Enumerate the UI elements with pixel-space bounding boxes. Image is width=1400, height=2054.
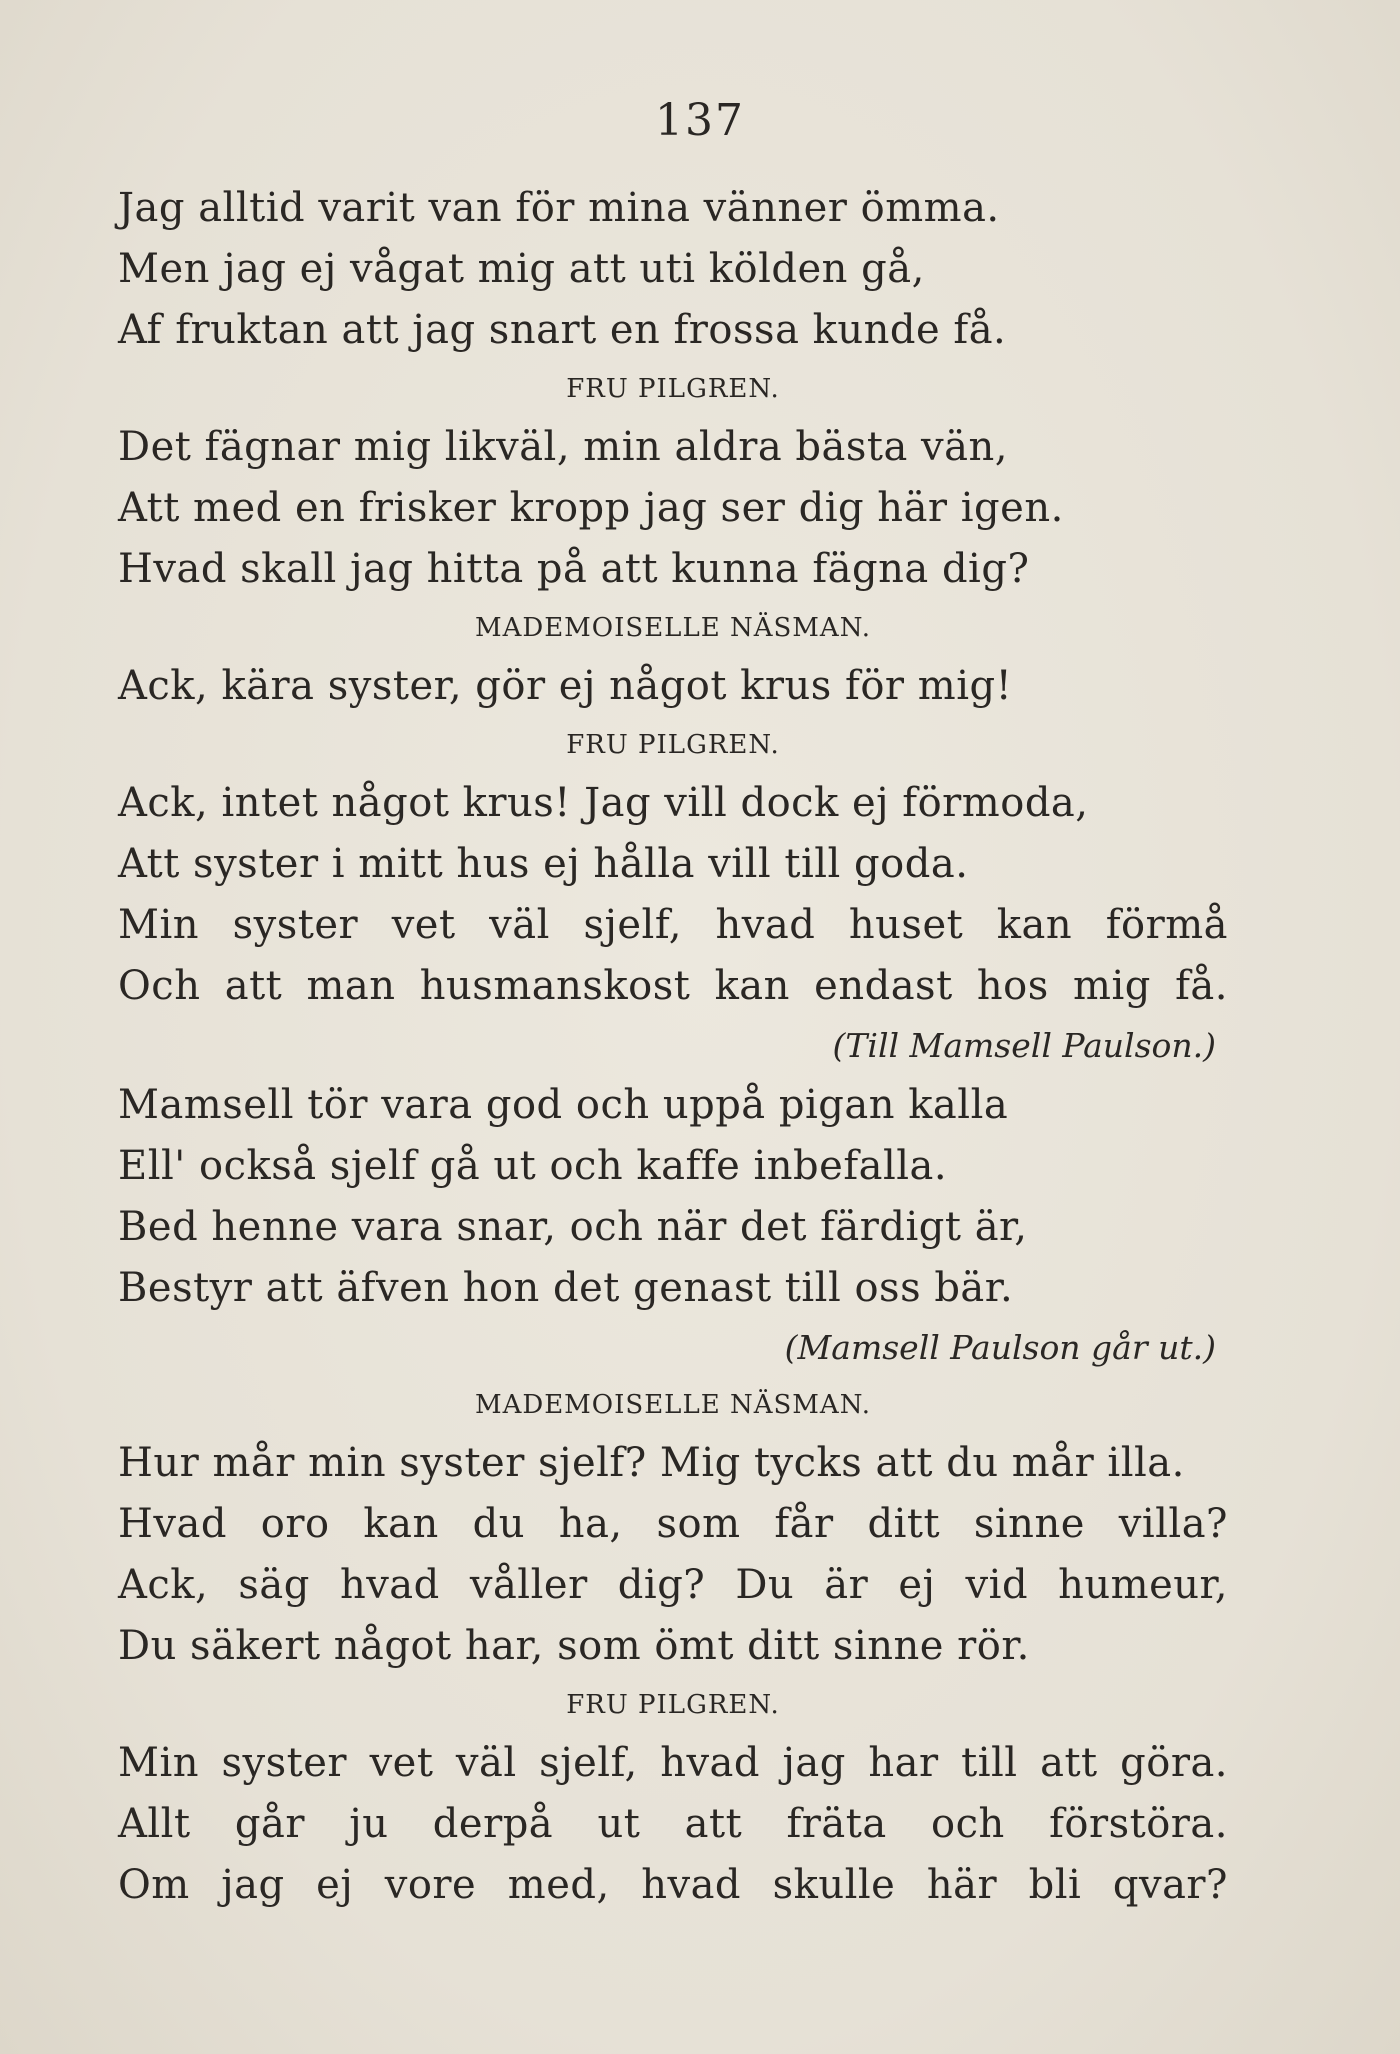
verse-line: Att syster i mitt hus ej hålla vill till goda. <box>118 841 969 887</box>
verse-line: Mamsell tör vara god och uppå pigan kalla <box>118 1082 1009 1128</box>
stage-direction: (Till Mamsell Paulson.) <box>832 1026 1216 1065</box>
verse-line: Allt går ju derpå ut att fräta och förstöra. <box>118 1801 1228 1847</box>
verse-line: Du säkert något har, som ömt ditt sinne rör. <box>118 1623 1030 1669</box>
verse-line: Men jag ej vågat mig att uti kölden gå, <box>118 246 925 292</box>
verse-line: Ack, kära syster, gör ej något krus för mig! <box>118 663 1013 709</box>
verse-line: Jag alltid varit van för mina vänner ömma. <box>118 185 1000 231</box>
verse-line: Det fägnar mig likväl, min aldra bästa vän, <box>118 424 1008 470</box>
speaker-name: MADEMOISELLE NÄSMAN. <box>474 613 872 643</box>
verse-line: Af fruktan att jag snart en frossa kunde få. <box>118 307 1007 353</box>
verse-line: Bed henne vara snar, och när det färdigt är, <box>118 1204 1028 1250</box>
verse-line: Hvad oro kan du ha, som får ditt sinne villa? <box>118 1501 1228 1547</box>
verse-line: Och att man husmanskost kan endast hos mig få. <box>118 963 1228 1009</box>
stage-direction: (Mamsell Paulson går ut.) <box>784 1328 1216 1367</box>
speaker-name: FRU PILGREN. <box>566 730 780 760</box>
verse-line: Att med en frisker kropp jag ser dig här igen. <box>118 485 1064 531</box>
page-number: 137 <box>655 95 745 146</box>
verse-line: Ack, intet något krus! Jag vill dock ej förmoda, <box>118 780 1089 826</box>
verse-line: Hvad skall jag hitta på att kunna fägna dig? <box>118 546 1030 592</box>
verse-line: Ell' också sjelf gå ut och kaffe inbefalla. <box>118 1143 948 1189</box>
speaker-name: MADEMOISELLE NÄSMAN. <box>474 1390 872 1420</box>
verse-line: Bestyr att äfven hon det genast till oss bär. <box>118 1265 1014 1311</box>
play-text <box>118 178 1228 1916</box>
verse-line: Hur mår min syster sjelf? Mig tycks att du mår illa. <box>118 1440 1185 1486</box>
verse-line: Ack, säg hvad våller dig? Du är ej vid humeur, <box>118 1562 1228 1608</box>
verse-line: Min syster vet väl sjelf, hvad huset kan förmå <box>118 902 1228 948</box>
speaker-name: FRU PILGREN. <box>566 1690 780 1720</box>
verse-line: Min syster vet väl sjelf, hvad jag har till att göra. <box>118 1740 1228 1786</box>
verse-line: Om jag ej vore med, hvad skulle här bli qvar? <box>118 1862 1228 1908</box>
speaker-name: FRU PILGREN. <box>566 374 780 404</box>
